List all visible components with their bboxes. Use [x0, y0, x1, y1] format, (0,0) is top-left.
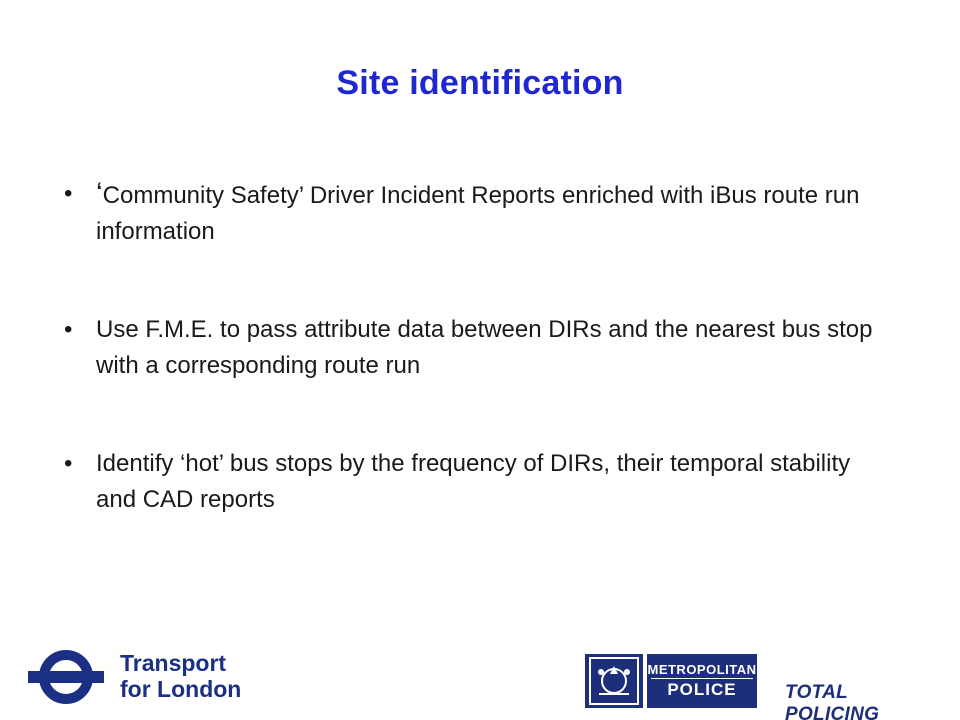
- bullet-text: Use F.M.E. to pass attribute data between DIRs and the nearest bus stop with a corresponding route run: [96, 316, 873, 379]
- slide-title: Site identification: [336, 64, 624, 102]
- bullet-marker: •: [64, 450, 73, 477]
- bullet-text: Community Safety’ Driver Incident Reports enriched with iBus route run information: [96, 182, 860, 245]
- bullet-item-fme: [64, 312, 884, 384]
- met-police-tagline: TOTAL POLICING: [785, 682, 880, 720]
- bullet-marker: •: [64, 316, 73, 343]
- met-police-line1: METROPOLITAN: [647, 662, 757, 677]
- bullet-text: Identify ‘hot’ bus stops by the frequency of DIRs, their temporal stability and CAD reports: [96, 450, 851, 513]
- bullet-lead-quote: ‘: [96, 177, 103, 210]
- tfl-wordmark: Transport for London: [120, 650, 242, 702]
- bullet-item-community-safety: [64, 176, 884, 250]
- met-police-logo: [585, 654, 925, 720]
- bullet-item-hot-stops: [64, 446, 884, 518]
- met-police-nameplate: [647, 654, 757, 708]
- bullet-marker: •: [64, 180, 73, 207]
- met-police-line2: POLICE: [667, 680, 737, 699]
- tfl-roundel-icon: [26, 646, 106, 708]
- police-crest-icon: [585, 654, 643, 708]
- met-police-divider: [651, 678, 753, 679]
- tfl-logo: [26, 646, 256, 708]
- bullet-list: [64, 176, 884, 580]
